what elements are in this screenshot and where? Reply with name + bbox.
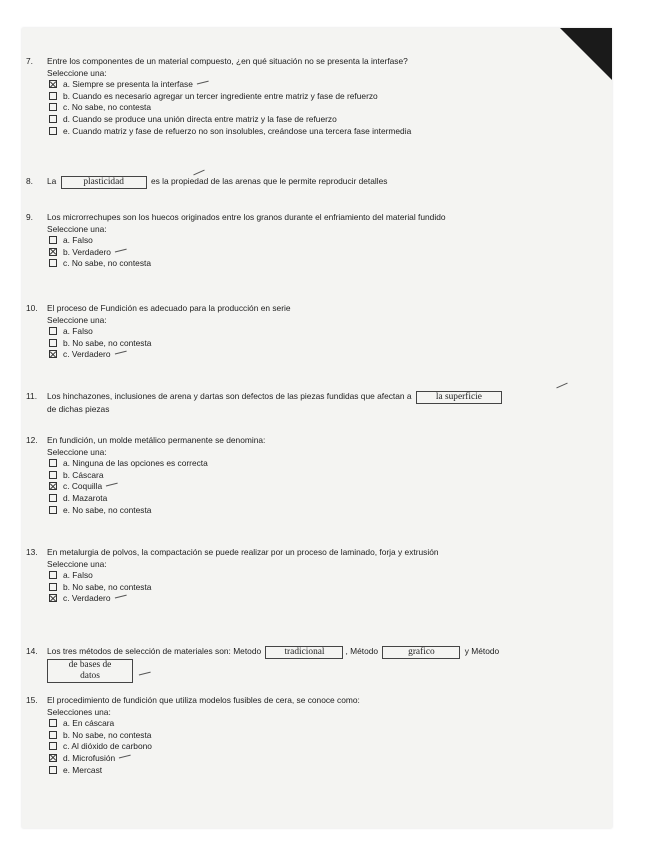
checkbox-icon[interactable] — [49, 583, 57, 591]
checked-checkbox-icon[interactable] — [49, 594, 57, 602]
question-stem: En metalurgia de polvos, la compactación se puede realizar por un proceso de laminado, forja y extrusión — [47, 547, 439, 557]
option-b[interactable] — [47, 582, 587, 594]
question-text-pre: Los tres métodos de selección de materiales son: Metodo — [47, 646, 262, 656]
checkbox-icon[interactable] — [49, 506, 57, 514]
question-text-pre: La — [47, 176, 57, 186]
option-label: d. Microfusión — [63, 752, 116, 763]
option-a[interactable] — [47, 718, 587, 730]
check-mark-icon — [139, 672, 151, 678]
answer-field-2[interactable]: grafico — [382, 646, 460, 659]
option-label: c. Verdadero — [63, 593, 111, 604]
option-a[interactable] — [47, 235, 587, 247]
checked-checkbox-icon[interactable] — [49, 754, 57, 762]
answer-field-1[interactable]: tradicional — [265, 646, 343, 659]
checkbox-icon[interactable] — [49, 327, 57, 335]
question-number: 11. — [26, 391, 38, 401]
checked-checkbox-icon[interactable] — [49, 350, 57, 358]
question-stem: Entre los componentes de un material compuesto, ¿en qué situación no se presenta la interfase? — [47, 56, 408, 66]
option-a[interactable] — [47, 326, 587, 338]
question-12 — [26, 435, 587, 516]
option-label: b. Verdadero — [63, 246, 111, 257]
question-11 — [26, 391, 587, 416]
option-label: a. Siempre se presenta la interfase — [63, 79, 193, 90]
question-text-post: de dichas piezas — [47, 404, 110, 414]
option-c[interactable] — [47, 741, 587, 753]
checkbox-icon[interactable] — [49, 103, 57, 111]
question-number: 14. — [26, 646, 38, 656]
check-mark-icon — [114, 351, 126, 357]
option-c[interactable] — [47, 593, 587, 605]
question-number: 15. — [26, 695, 38, 705]
select-prompt: Seleccione una: — [47, 67, 107, 78]
option-label: a. Falso — [63, 326, 93, 337]
option-c[interactable] — [47, 102, 587, 114]
option-label: b. Cáscara — [63, 469, 104, 480]
check-mark-icon — [197, 81, 209, 87]
question-number: 10. — [26, 303, 38, 313]
checkbox-icon[interactable] — [49, 571, 57, 579]
checkbox-icon[interactable] — [49, 742, 57, 750]
answer-field[interactable]: la superficie — [416, 391, 502, 404]
option-b[interactable] — [47, 470, 587, 482]
option-a[interactable] — [47, 458, 587, 470]
question-stem: En fundición, un molde metálico permanente se denomina: — [47, 435, 266, 445]
option-e[interactable] — [47, 765, 587, 777]
option-b[interactable] — [47, 730, 587, 742]
option-label: e. Mercast — [63, 764, 103, 775]
checkbox-icon[interactable] — [49, 719, 57, 727]
answer-field[interactable]: plasticidad — [61, 176, 147, 189]
question-stem: El proceso de Fundición es adecuado para la producción en serie — [47, 303, 291, 313]
option-label: c. Al dióxido de carbono — [63, 741, 152, 752]
question-text-post: es la propiedad de las arenas que le permite reproducir detalles — [150, 176, 388, 186]
question-number: 13. — [26, 547, 38, 557]
option-c[interactable] — [47, 258, 587, 270]
question-stem: Los microrrechupes son los huecos originados entre los granos durante el enfriamiento del material fundido — [47, 212, 446, 222]
check-mark-icon — [119, 755, 131, 761]
option-b[interactable] — [47, 247, 587, 259]
check-mark-icon — [106, 483, 118, 489]
checkbox-icon[interactable] — [49, 236, 57, 244]
option-d[interactable] — [47, 753, 587, 765]
select-prompt: Seleccione una: — [47, 558, 107, 569]
question-text-mid: , Método — [345, 646, 379, 656]
checkbox-icon[interactable] — [49, 92, 57, 100]
option-label: a. Falso — [63, 570, 93, 581]
question-15 — [26, 695, 587, 776]
checkbox-icon[interactable] — [49, 731, 57, 739]
option-c[interactable] — [47, 349, 587, 361]
checkbox-icon[interactable] — [49, 494, 57, 502]
option-label: c. No sabe, no contesta — [63, 102, 151, 113]
checkbox-icon[interactable] — [49, 471, 57, 479]
option-label: e. No sabe, no contesta — [63, 504, 152, 515]
option-label: a. Ninguna de las opciones es correcta — [63, 458, 208, 469]
option-a[interactable] — [47, 79, 587, 91]
option-c[interactable] — [47, 481, 587, 493]
check-mark-icon — [114, 595, 126, 601]
option-b[interactable] — [47, 338, 587, 350]
select-prompt: Seleccione una: — [47, 223, 107, 234]
checkbox-icon[interactable] — [49, 127, 57, 135]
question-13 — [26, 547, 587, 605]
checkbox-icon[interactable] — [49, 259, 57, 267]
option-label: b. Cuando es necesario agregar un tercer ingrediente entre matriz y fase de refuerzo — [63, 90, 378, 101]
option-label: b. No sabe, no contesta — [63, 337, 152, 348]
select-prompt: Seleccione una: — [47, 446, 107, 457]
option-d[interactable] — [47, 114, 587, 126]
option-label: d. Mazarota — [63, 492, 108, 503]
checked-checkbox-icon[interactable] — [49, 482, 57, 490]
option-label: d. Cuando se produce una unión directa entre matriz y la fase de refuerzo — [63, 113, 337, 124]
question-text-post: y Método — [464, 646, 500, 656]
option-label: b. No sabe, no contesta — [63, 729, 152, 740]
select-prompt: Selecciones una: — [47, 706, 111, 717]
option-label: c. Coquilla — [63, 481, 103, 492]
checkbox-icon[interactable] — [49, 459, 57, 467]
checked-checkbox-icon[interactable] — [49, 80, 57, 88]
answer-field-3[interactable]: de bases de datos — [47, 659, 133, 683]
question-text-pre: Los hinchazones, inclusiones de arena y dartas son defectos de las piezas fundidas que afectan a — [47, 391, 412, 401]
checkbox-icon[interactable] — [49, 115, 57, 123]
option-label: a. En cáscara — [63, 718, 115, 729]
question-9 — [26, 212, 587, 270]
option-b[interactable] — [47, 91, 587, 103]
option-label: b. No sabe, no contesta — [63, 581, 152, 592]
option-label: e. Cuando matriz y fase de refuerzo no son insolubles, creándose una tercera fase intermedia — [63, 125, 412, 136]
question-stem: El procedimiento de fundición que utiliza modelos fusibles de cera, se conoce como: — [47, 695, 360, 705]
option-label: c. Verdadero — [63, 349, 111, 360]
option-label: a. Falso — [63, 235, 93, 246]
checkbox-icon[interactable] — [49, 766, 57, 774]
option-e[interactable] — [47, 505, 587, 517]
checked-checkbox-icon[interactable] — [49, 248, 57, 256]
option-d[interactable] — [47, 493, 587, 505]
question-number: 8. — [26, 176, 33, 186]
question-7 — [26, 56, 587, 137]
question-number: 12. — [26, 435, 38, 445]
option-label: c. No sabe, no contesta — [63, 258, 151, 269]
question-10 — [26, 303, 587, 361]
option-e[interactable] — [47, 126, 587, 138]
question-14 — [26, 644, 587, 683]
check-mark-icon — [115, 248, 127, 254]
question-number: 9. — [26, 212, 33, 222]
select-prompt: Seleccione una: — [47, 314, 107, 325]
checkbox-icon[interactable] — [49, 339, 57, 347]
question-8 — [26, 176, 587, 189]
question-number: 7. — [26, 56, 33, 66]
option-a[interactable] — [47, 570, 587, 582]
